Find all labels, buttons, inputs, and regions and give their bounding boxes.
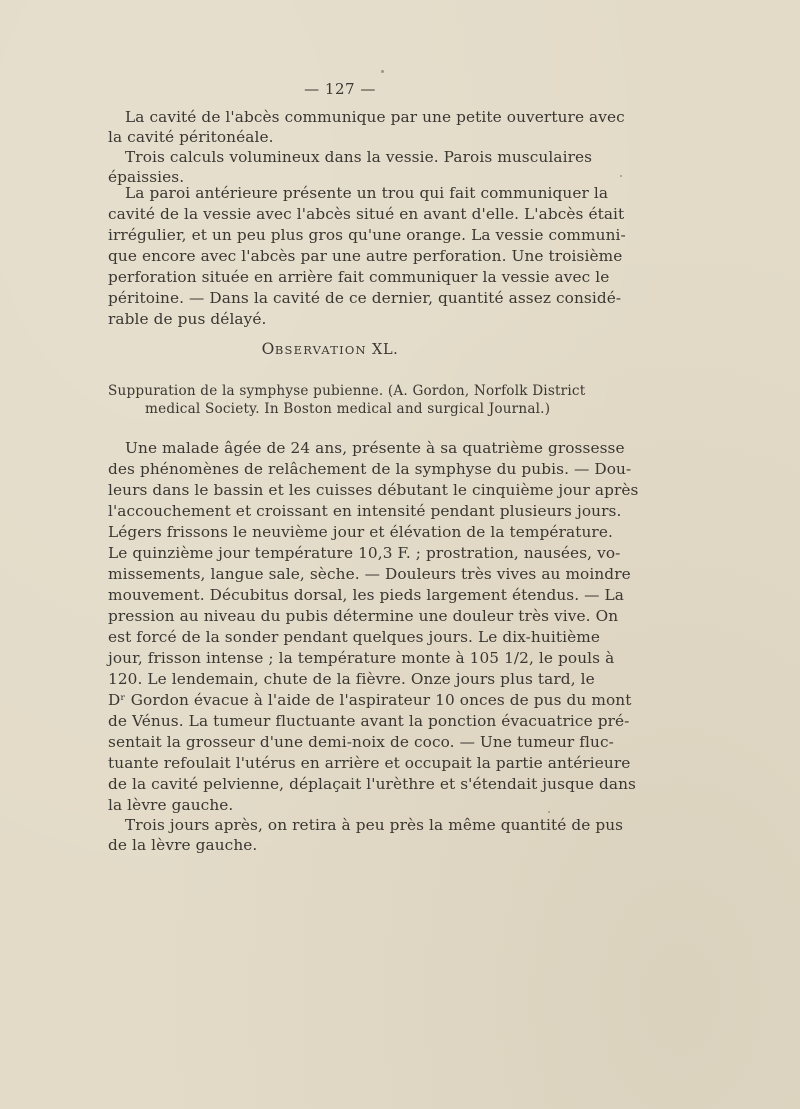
paragraph-line: Légers frissons le neuvième jour et élévation de la température. — [108, 523, 613, 541]
paragraph-line: jour, frisson intense ; la température monte à 105 1/2, le pouls à — [108, 649, 615, 667]
paragraph-line: irrégulier, et un peu plus gros qu'une orange. La vessie communi- — [108, 226, 626, 244]
paragraph-line: missements, langue sale, sèche. — Douleurs très vives au moindre — [108, 565, 631, 583]
paragraph-line: 120. Le lendemain, chute de la fièvre. Onze jours plus tard, le — [108, 670, 595, 688]
paragraph-line: péritoine. — Dans la cavité de ce dernier, quantité assez considé- — [108, 289, 622, 307]
observation-heading-rest: BSERVATION — [274, 343, 367, 357]
paragraph-line: mouvement. Décubitus dorsal, les pieds largement étendus. — La — [108, 586, 625, 604]
paragraph-line: leurs dans le bassin et les cuisses débutant le cinquième jour après — [108, 481, 639, 499]
paragraph-line: que encore avec l'abcès par une autre perforation. Une troisième — [108, 247, 623, 265]
paragraph-line: La paroi antérieure présente un trou qui fait communiquer la — [125, 184, 609, 202]
paragraph-line: Dʳ Gordon évacue à l'aide de l'aspirateur 10 onces de pus du mont — [108, 691, 632, 709]
paragraph-line: de la lèvre gauche. — [108, 836, 258, 854]
observation-subtitle-line: Suppuration de la symphyse pubienne. (A. Gordon, Norfolk District — [108, 383, 586, 399]
paragraph-line: pression au niveau du pubis détermine une douleur très vive. On — [108, 607, 619, 625]
paragraph-line: rable de pus délayé. — [108, 310, 267, 328]
paragraph-line: l'accouchement et croissant en intensité pendant plusieurs jours. — [108, 502, 622, 520]
paragraph-line: tuante refoulait l'utérus en arrière et occupait la partie antérieure — [108, 754, 631, 772]
paragraph-line: de la cavité pelvienne, déplaçait l'urèthre et s'étendait jusque dans — [108, 775, 637, 793]
observation-subtitle-line: medical Society. In Boston medical and surgical Journal.) — [145, 401, 551, 417]
paper-speck — [381, 70, 384, 73]
paper-speck — [548, 811, 550, 813]
paragraph-line: Trois calculs volumineux dans la vessie. Parois musculaires — [125, 148, 593, 166]
paragraph-line: Trois jours après, on retira à peu près la même quantité de pus — [125, 816, 624, 834]
paragraph-line: cavité de la vessie avec l'abcès situé en avant d'elle. L'abcès était — [108, 205, 625, 223]
paragraph-line: sentait la grosseur d'une demi-noix de coco. — Une tumeur fluc- — [108, 733, 614, 751]
paragraph-line: Le quinzième jour température 10,3 F. ; prostration, nausées, vo- — [108, 544, 621, 562]
paragraph-line: épaissies. — [108, 168, 185, 186]
paragraph-line: des phénomènes de relâchement de la symphyse du pubis. — Dou- — [108, 460, 632, 478]
paragraph-line: de Vénus. La tumeur fluctuante avant la ponction évacuatrice pré- — [108, 712, 630, 730]
paper-speck — [620, 175, 622, 177]
paragraph-line: perforation située en arrière fait communiquer la vessie avec le — [108, 268, 610, 286]
page-number: — 127 — — [304, 80, 376, 98]
observation-number: XL. — [372, 342, 399, 358]
paragraph-line: la lèvre gauche. — [108, 796, 234, 814]
paragraph-line: Une malade âgée de 24 ans, présente à sa quatrième grossesse — [125, 439, 625, 457]
observation-heading — [0, 340, 660, 358]
paragraph-line: est forcé de la sonder pendant quelques jours. Le dix-huitième — [108, 628, 600, 646]
observation-heading-initial: O — [261, 340, 275, 358]
paragraph-line: La cavité de l'abcès communique par une petite ouverture avec — [125, 108, 625, 126]
paragraph-line: la cavité péritonéale. — [108, 128, 274, 146]
